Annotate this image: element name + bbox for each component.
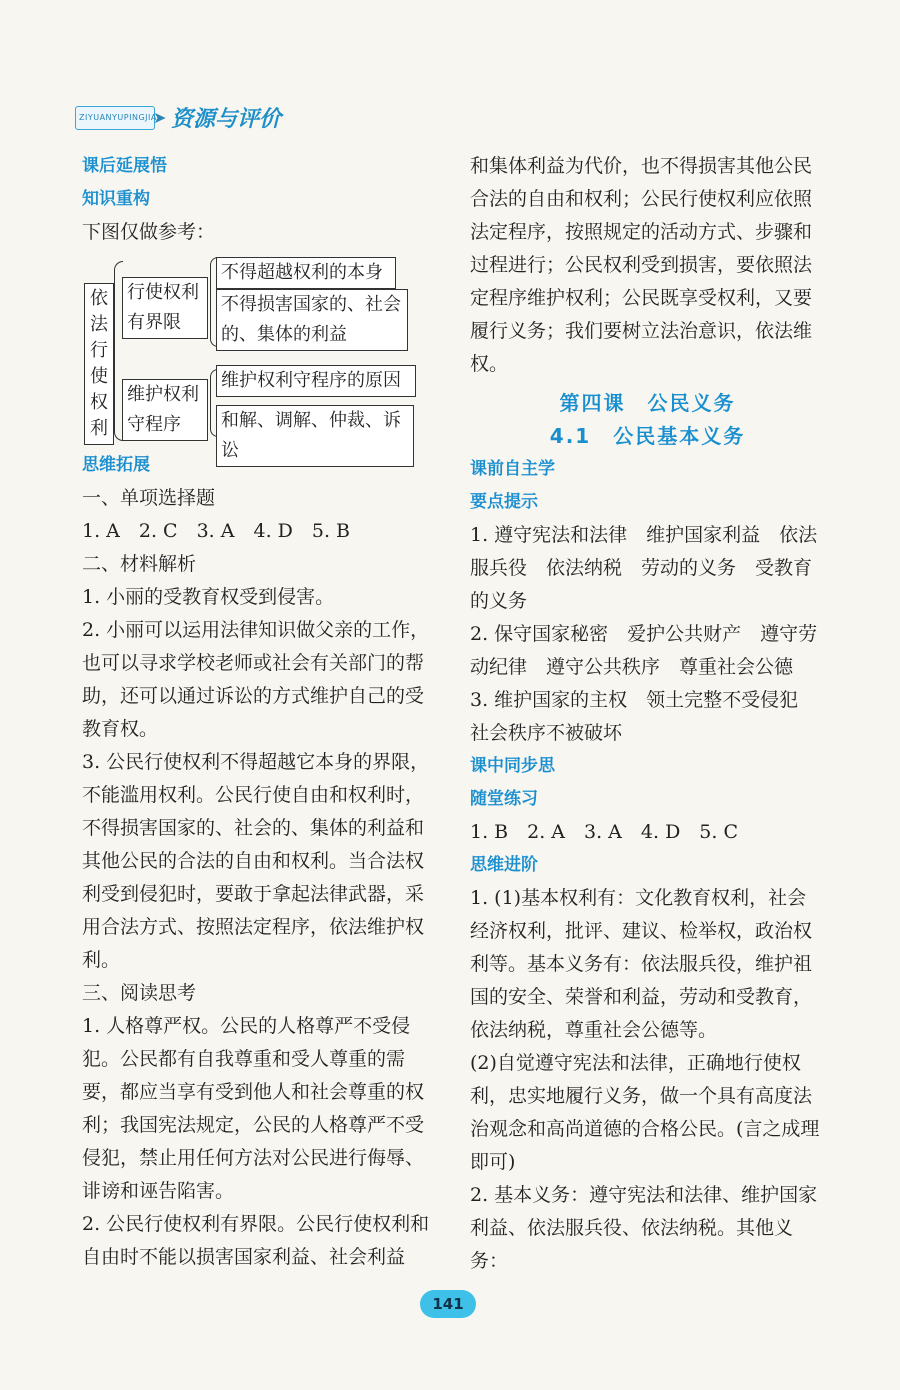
diagram-root: 依法行使权利 bbox=[84, 283, 114, 445]
paragraph: 1. 遵守宪法和法律 维护国家利益 依法服兵役 依法纳税 劳动的义务 受教育的义务 bbox=[470, 524, 818, 612]
diagram-branch-2: 维护权利守程序 bbox=[122, 379, 208, 441]
knowledge-diagram bbox=[82, 255, 422, 461]
paragraph: 3. 公民行使权利不得超越它本身的界限，不能滥用权利。公民行使自由和权利时，不得损害国家的、社会的、集体的利益和其他公民的合法的自由和权利。当合法权利受到侵犯时，要敢于拿起法律武器，采用合法方式、按照法定程序，依法维护权利。 bbox=[82, 751, 430, 971]
lesson-title: 第四课 公民义务 bbox=[559, 391, 736, 415]
diagram-branch-1: 行使权利有界限 bbox=[122, 277, 208, 339]
paragraph: 和集体利益为代价，也不得损害其他公民合法的自由和权利；公民行使权利应依照法定程序，按照规定的活动方式、步骤和过程进行；公民权利受到损害，要依照法定程序维护权利；公民既享受权利，又要履行义务；我们要树立法治意识，依法维权。 bbox=[470, 155, 813, 375]
section-heading: 思维拓展 bbox=[82, 455, 150, 475]
paragraph: 一、单项选择题 bbox=[82, 487, 216, 509]
section-heading: 课前自主学 bbox=[470, 459, 555, 479]
section-heading: 课中同步思 bbox=[470, 756, 555, 776]
paragraph: 三、阅读思考 bbox=[82, 982, 197, 1004]
section-heading: 思维进阶 bbox=[470, 855, 538, 875]
paragraph: 二、材料解析 bbox=[82, 553, 197, 575]
paragraph: 2. 保守国家秘密 爱护公共财产 遵守劳动纪律 遵守公共秩序 尊重社会公德 bbox=[470, 623, 818, 678]
answer-line: 1. B 2. A 3. A 4. D 5. C bbox=[470, 821, 739, 843]
page-number: 141 bbox=[420, 1290, 476, 1318]
paragraph: 3. 维护国家的主权 领土完整不受侵犯 社会秩序不被破坏 bbox=[470, 689, 818, 744]
paragraph: (2)自觉遵守宪法和法律，正确地行使权利，忠实地履行义务，做一个具有高度法治观念和高尚道德的合格公民。(言之成理即可) bbox=[470, 1052, 820, 1173]
answer-line: 1. A 2. C 3. A 4. D 5. B bbox=[82, 520, 351, 542]
paragraph: 2. 基本义务：遵守宪法和法律、维护国家利益、依法服兵役、依法纳税。其他义务： bbox=[470, 1184, 818, 1272]
right-column bbox=[470, 150, 825, 1278]
paragraph: 1. (1)基本权利有：文化教育权利，社会经济权利，批评、建议、检举权，政治权利等。基本义务有：依法服兵役，维护祖国的安全、荣誉和利益，劳动和受教育，依法纳税，尊重社会公德等。 bbox=[470, 887, 813, 1041]
diagram-leaf: 维护权利守程序的原因 bbox=[216, 365, 416, 397]
arrow-icon: ➤ bbox=[153, 108, 167, 127]
diagram-leaf: 不得超越权利的本身 bbox=[216, 257, 396, 289]
section-heading: 知识重构 bbox=[82, 189, 150, 209]
section-heading: 随堂练习 bbox=[470, 789, 538, 809]
paragraph: 2. 小丽可以运用法律知识做父亲的工作，也可以寻求学校老师或社会有关部门的帮助，还可以通过诉讼的方式维护自己的受教育权。 bbox=[82, 619, 430, 740]
header-title: 资源与评价 bbox=[171, 107, 282, 132]
diagram-leaf: 和解、调解、仲裁、诉讼 bbox=[216, 405, 414, 467]
paragraph: 2. 公民行使权利有界限。公民行使权利和自由时不能以损害国家利益、社会利益 bbox=[82, 1213, 430, 1268]
paragraph: 1. 人格尊严权。公民的人格尊严不受侵犯。公民都有自我尊重和受人尊重的需要，都应当享有受到他人和社会尊重的权利；我国宪法规定，公民的人格尊严不受侵犯，禁止用任何方法对公民进行侮辱、诽谤和诬告陷害。 bbox=[82, 1015, 425, 1202]
section-heading: 要点提示 bbox=[470, 492, 538, 512]
paragraph: 下图仅做参考： bbox=[82, 221, 216, 243]
left-column bbox=[82, 150, 437, 1274]
section-heading: 课后延展悟 bbox=[82, 156, 167, 176]
section-title: 4.1 公民基本义务 bbox=[549, 424, 746, 448]
diagram-leaf: 不得损害国家的、社会的、集体的利益 bbox=[216, 289, 408, 351]
header-pinyin: ZIYUANYUPINGJIA bbox=[79, 113, 157, 122]
paragraph: 1. 小丽的受教育权受到侵害。 bbox=[82, 586, 335, 608]
page-header bbox=[75, 100, 305, 136]
